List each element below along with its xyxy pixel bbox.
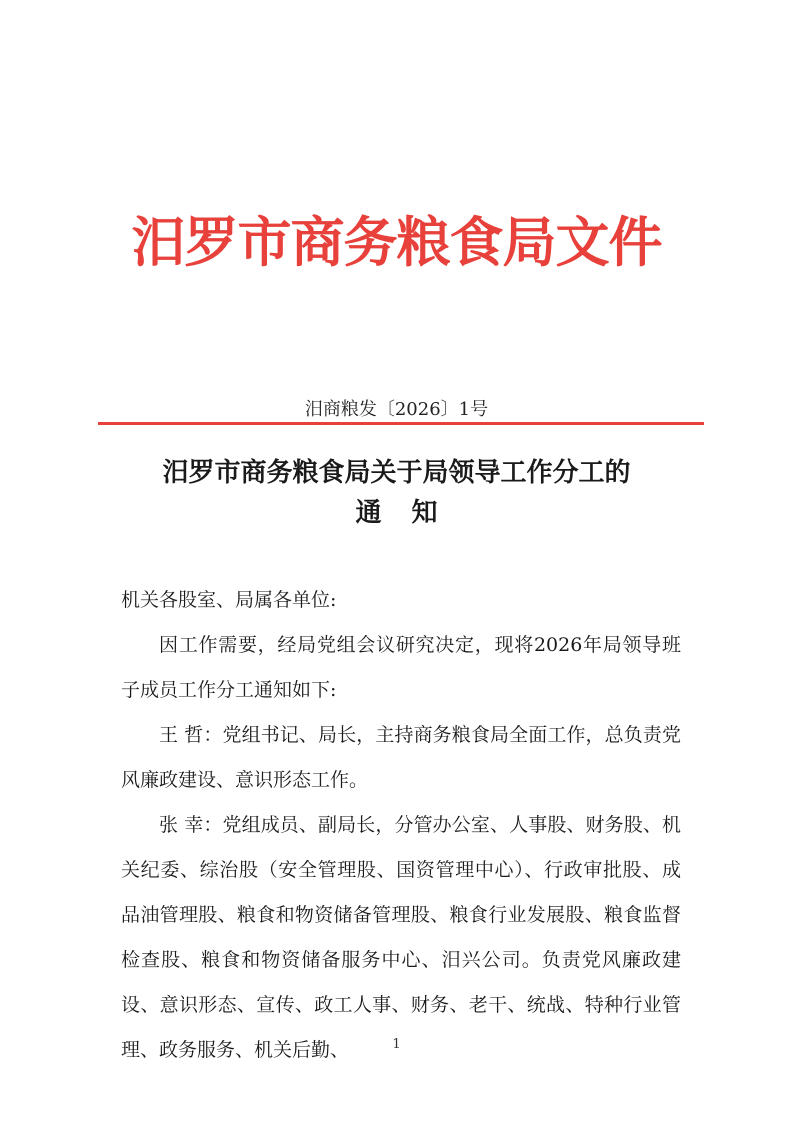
leader-paragraph: 张 幸：党组成员、副局长，分管办公室、人事股、财务股、机关纪委、综治股（安全管理股、国资管理中心）、行政审批股、成品油管理股、粮食和物资储备管理股、粮食行业发展股、粮食监督检查股、粮食和物资储备服务中心、汨兴公司。负责党风廉政建设、意识形态、宣传、政工人事、财务、老干、统战、特种行业管理、政务服务、机关后勤、 (121, 814, 681, 1061)
leader-name: 王 哲 (159, 724, 204, 746)
notice-body (121, 578, 681, 1073)
document-number: 汨商粮发〔2026〕1号 (304, 399, 489, 420)
red-divider (98, 422, 704, 425)
title-line-1: 汨罗市商务粮食局关于局领导工作分工的 (162, 458, 631, 488)
title-line-2: 通知 (355, 498, 468, 528)
page-number: 1 (392, 1037, 401, 1052)
leader-duties: 党组书记、局长，主持商务粮食局全面工作，总负责党风廉政建设、意识形态工作。 (121, 724, 681, 791)
leader-name: 张 幸 (159, 814, 204, 836)
salutation: 机关各股室、局属各单位: (121, 589, 337, 611)
intro-paragraph: 因工作需要，经局党组会议研究决定，现将2026年局领导班子成员工作分工通知如下: (121, 634, 681, 701)
leader-duties: 党组成员、副局长，分管办公室、人事股、财务股、机关纪委、综治股（安全管理股、国资管理中心）、行政审批股、成品油管理股、粮食和物资储备管理股、粮食行业发展股、粮食监督检查股、粮食和物资储备服务中心、汨兴公司。负责党风廉政建设、意识形态、宣传、政工人事、财务、老干、统战、特种行业管理、政务服务、机关后勤、 (121, 814, 681, 1061)
leader-paragraph: 王 哲：党组书记、局长，主持商务粮食局全面工作，总负责党风廉政建设、意识形态工作。 (121, 724, 681, 791)
notice-title (0, 453, 793, 533)
masthead-title: 汨罗市商务粮食局文件 (131, 210, 662, 274)
